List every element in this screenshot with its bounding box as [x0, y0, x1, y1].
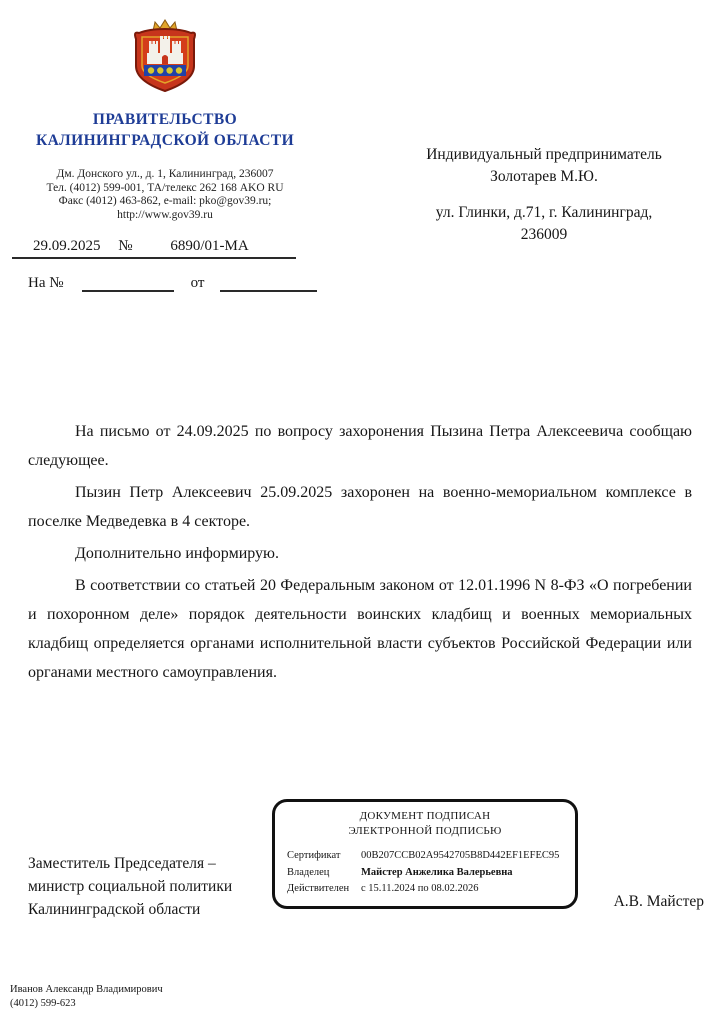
body-paragraph-4: В соответствии со статьей 20 Федеральным законом от 12.01.1996 N 8-ФЗ «О погребении и похоронном деле» порядок деятельности воинских кладбищ и военных мемориальных кладбищ определяется органами исполнительной власти субъектов Российской Федерации или органами местного самоуправления. [28, 577, 692, 681]
recipient-line-4: 236009 [520, 226, 568, 243]
reply-date-blank [220, 274, 317, 292]
executor-info [10, 983, 163, 1010]
recipient-block [388, 144, 700, 246]
recipient-line-2: Золотарев М.Ю. [490, 168, 598, 185]
signature-position [28, 852, 288, 921]
signer-name: А.В. Майстер [613, 893, 704, 910]
validity-label: Действителен [287, 883, 350, 894]
doc-number: 6890/01-МА [170, 238, 249, 254]
body-paragraph-3: Дополнительно информирую. [75, 545, 279, 562]
letterhead [0, 18, 330, 222]
letter-body [28, 417, 692, 690]
doc-date: 29.09.2025 [33, 238, 101, 254]
reply-number-blank [82, 274, 174, 292]
body-paragraph-2: Пызин Петр Алексеевич 25.09.2025 захоронен на военно-мемориальном комплексе в поселке Медведевка в 4 секторе. [28, 484, 692, 530]
stamp-certificate-row [287, 848, 563, 865]
stamp-title-line-1: ДОКУМЕНТ ПОДПИСАН [359, 810, 491, 822]
signature-position-line-3: Калининградской области [28, 901, 201, 918]
signature-position-line-2: министр социальной политики [28, 878, 233, 895]
org-name-line-2: КАЛИНИНГРАДСКОЙ ОБЛАСТИ [35, 132, 295, 149]
org-address [0, 168, 330, 222]
recipient-line-3: ул. Глинки, д.71, г. Калининград, [435, 204, 653, 221]
org-name-line-1: ПРАВИТЕЛЬСТВО [92, 111, 238, 128]
validity-value: с 15.11.2024 по 08.02.2026 [361, 883, 479, 894]
body-paragraph-1: На письмо от 24.09.2025 по вопросу захоронения Пызина Петра Алексеевича сообщаю следующее. [28, 423, 692, 469]
reference-row [12, 238, 296, 259]
certificate-label: Сертификат [287, 850, 341, 861]
owner-value: Майстер Анжелика Валерьевна [361, 866, 513, 878]
stamp-title [287, 809, 563, 839]
stamp-owner-row [287, 865, 563, 882]
esign-stamp [272, 799, 578, 909]
signature-position-line-1: Заместитель Председателя – [28, 855, 216, 872]
stamp-title-line-2: ЭЛЕКТРОННОЙ ПОДПИСЬЮ [348, 825, 502, 837]
org-address-line-1: Дм. Донского ул., д. 1, Калининград, 236007 [56, 168, 274, 180]
recipient-line-1: Индивидуальный предприниматель [426, 146, 662, 163]
reply-reference-row [28, 274, 317, 292]
number-sign: № [118, 238, 133, 254]
stamp-validity-row [287, 881, 563, 898]
stamp-details [287, 848, 563, 898]
reply-label: На № [28, 275, 64, 291]
executor-phone: (4012) 599-623 [10, 997, 76, 1009]
org-address-line-3: Факс (4012) 463-862, e-mail: pko@gov39.ru; [58, 195, 272, 207]
coat-of-arms-icon [129, 18, 201, 94]
executor-name: Иванов Александр Владимирович [10, 984, 163, 995]
from-label: от [190, 275, 205, 291]
certificate-value: 00B207CCB02A9542705B8D442EF1EFEC95 [361, 850, 560, 861]
org-name [0, 109, 330, 151]
org-address-line-4: http://www.gov39.ru [117, 208, 213, 221]
owner-label: Владелец [287, 866, 330, 878]
org-address-line-2: Тел. (4012) 599-001, ТА/телекс 262 168 AKO RU [46, 181, 284, 194]
